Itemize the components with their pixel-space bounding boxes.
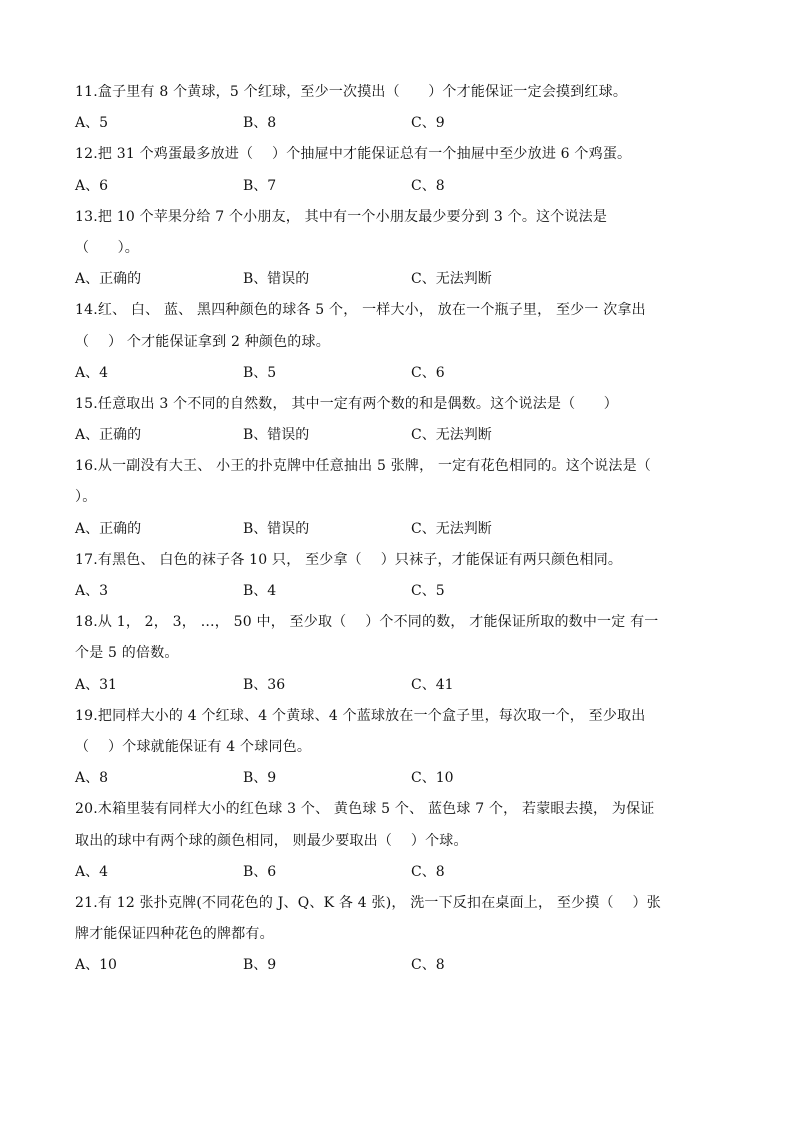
option-c: C、10 — [411, 770, 454, 787]
option-c: C、8 — [411, 863, 445, 880]
option-a: A、正确的 — [75, 427, 142, 444]
option-b: B、6 — [243, 863, 277, 880]
question-text: 20.木箱里装有同样大小的红色球 3 个、 黄色球 5 个、 蓝色球 7 个， 若蒙眼去摸， 为保证 — [75, 801, 655, 818]
option-a: A、8 — [75, 770, 109, 787]
option-a: A、31 — [75, 676, 117, 693]
option-c: C、6 — [411, 364, 445, 381]
option-b: B、9 — [243, 770, 277, 787]
option-c: C、8 — [411, 957, 445, 974]
answer-options — [75, 763, 725, 794]
option-a: A、3 — [75, 583, 109, 599]
question-text: （ ）。 — [75, 239, 139, 256]
question-text: 18.从 1， 2， 3， …， 50 中， 至少取（ ）个不同的数， 才能保证所取的数中一定 有一 — [75, 614, 659, 631]
question-text: 17.有黑色、 白色的袜子各 10 只， 至少拿（ ）只袜子，才能保证有两只颜色相同。 — [75, 551, 623, 568]
option-c: C、41 — [411, 676, 454, 693]
option-c: C、5 — [411, 583, 445, 599]
question-item — [75, 607, 725, 701]
question-text: （ ）个球就能保证有 4 个球同色。 — [75, 738, 312, 755]
question-text: 11.盒子里有 8 个黄球，5 个红球，至少一次摸出（ ）个才能保证一定会摸到红球。 — [75, 84, 628, 100]
question-text: 13.把 10 个苹果分给 7 个小朋友， 其中有一个小朋友最少要分到 3 个。这个说法是 — [75, 208, 608, 225]
question-item — [75, 389, 725, 451]
answer-options — [75, 670, 725, 701]
option-a: A、10 — [75, 957, 117, 974]
question-text: 个是 5 的倍数。 — [75, 645, 179, 662]
answer-options — [75, 358, 725, 389]
option-a: A、5 — [75, 115, 109, 132]
option-a: A、4 — [75, 863, 109, 880]
option-b: B、4 — [243, 583, 277, 599]
answer-options — [75, 171, 725, 202]
option-c: C、8 — [411, 177, 445, 194]
answer-options — [75, 264, 725, 295]
question-text: （ ） 个才能保证拿到 2 种颜色的球。 — [75, 333, 330, 350]
question-text: 14.红、 白、 蓝、 黑四种颜色的球各 5 个， 一样大小， 放在一个瓶子里， 至少一 次拿出 — [75, 302, 646, 319]
question-item — [75, 202, 725, 296]
option-a: A、正确的 — [75, 520, 142, 537]
question-text: 15.任意取出 3 个不同的自然数， 其中一定有两个数的和是偶数。这个说法是（ ） — [75, 395, 618, 412]
option-b: B、错误的 — [243, 427, 310, 444]
answer-options — [75, 514, 725, 545]
answer-options — [75, 108, 725, 139]
answer-options — [75, 576, 725, 607]
option-b: B、7 — [243, 177, 277, 194]
answer-options — [75, 420, 725, 451]
question-item — [75, 794, 725, 888]
question-text: 19.把同样大小的 4 个红球、4 个黄球、4 个蓝球放在一个盒子里，每次取一个， 至少取出 — [75, 707, 646, 724]
question-item — [75, 545, 725, 607]
option-b: B、36 — [243, 676, 286, 693]
option-a: A、4 — [75, 364, 109, 381]
question-text: 16.从一副没有大王、 小王的扑克牌中任意抽出 5 张牌， 一定有花色相同的。这个说法是（ — [75, 458, 651, 475]
answer-options — [75, 857, 725, 888]
question-item — [75, 139, 725, 201]
question-text: ）。 — [75, 489, 97, 506]
option-b: B、8 — [243, 115, 277, 132]
question-item — [75, 295, 725, 389]
answer-options — [75, 950, 725, 981]
question-text: 牌才能保证四种花色的牌都有。 — [75, 926, 274, 943]
option-b: B、9 — [243, 957, 277, 974]
question-item — [75, 77, 725, 139]
question-text: 21.有 12 张扑克牌(不同花色的 J、Q、K 各 4 张)， 洗一下反扣在桌面上， 至少摸（ ）张 — [75, 894, 661, 911]
question-text: 取出的球中有两个球的颜色相同， 则最少要取出（ ）个球。 — [75, 832, 468, 849]
question-list — [75, 77, 725, 981]
question-item — [75, 451, 725, 545]
option-b: B、错误的 — [243, 271, 310, 288]
option-a: A、正确的 — [75, 271, 142, 288]
option-c: C、无法判断 — [411, 271, 492, 288]
option-b: B、错误的 — [243, 520, 310, 537]
question-text: 12.把 31 个鸡蛋最多放进（ ）个抽屉中才能保证总有一个抽屉中至少放进 6 个鸡蛋。 — [75, 146, 632, 163]
option-c: C、无法判断 — [411, 520, 492, 537]
option-c: C、9 — [411, 115, 445, 132]
option-b: B、5 — [243, 364, 277, 381]
option-c: C、无法判断 — [411, 427, 492, 444]
question-item — [75, 888, 725, 982]
option-a: A、6 — [75, 177, 109, 194]
question-item — [75, 701, 725, 795]
